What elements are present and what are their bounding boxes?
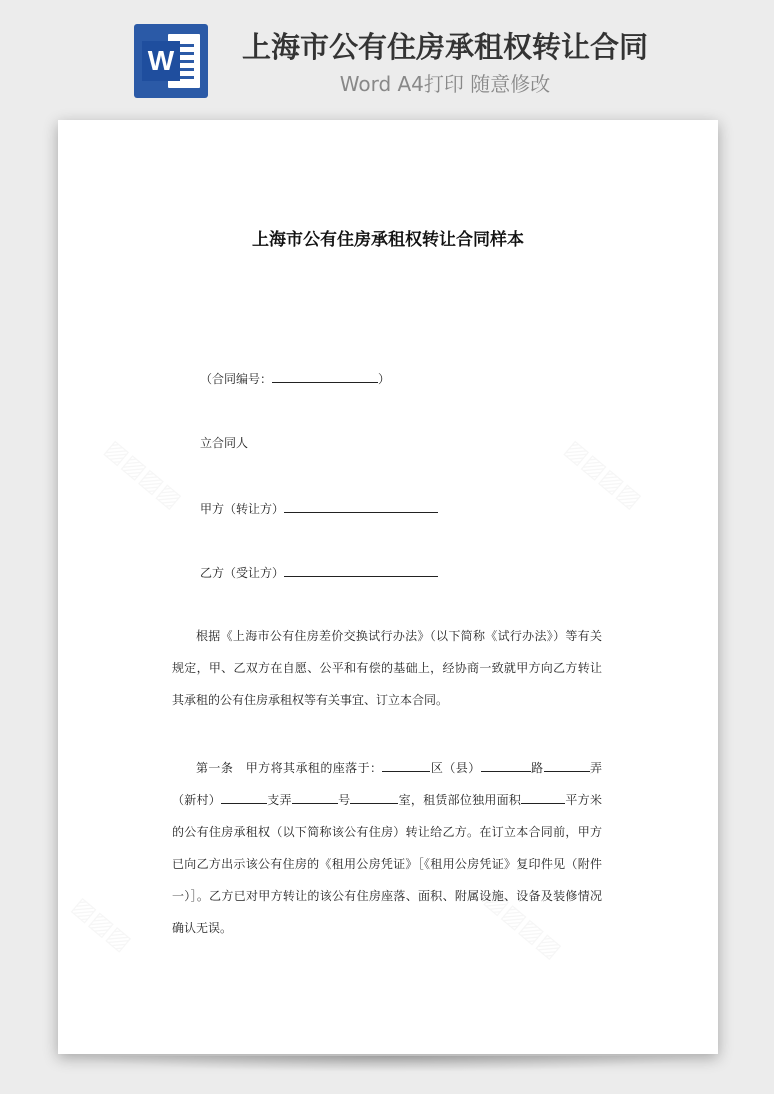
contract-number-label: （合同编号：: [200, 372, 273, 386]
article-1: [172, 752, 602, 944]
header-subtitle: Word A4打印 随意修改: [339, 72, 551, 96]
party-a-label: 甲方（转让方）: [200, 502, 285, 516]
district-label: 区（县）: [430, 761, 481, 775]
parties-label: 立合同人: [200, 436, 249, 450]
branch-lane-label: 支弄: [267, 793, 292, 807]
road-blank[interactable]: [481, 759, 531, 772]
article-1-prefix: 第一条 甲方将其承租的座落于：: [196, 761, 383, 775]
word-doc-icon: [134, 24, 208, 98]
article-1-tail: 平方米的公有住房承租权（以下简称该公有住房）转让给乙方。在订立本合同前，甲方已向乙方出示该公有住房的《租用公房凭证》［《租用公房凭证》复印件见（附件一）］。乙方已对甲方转让的该公有住房座落、面积、附属设施、设备及装修情况确认无误。: [172, 793, 602, 935]
paragraph-intro-text: 根据《上海市公有住房差价交换试行办法》（以下简称《试行办法》）等有关规定，甲、乙双方在自愿、公平和有偿的基础上，经协商一致就甲方向乙方转让其承租的公有住房承租权等有关事宜、订立本合同。: [172, 629, 602, 707]
contract-number-blank[interactable]: [272, 370, 378, 383]
road-label: 路: [530, 761, 544, 775]
document-title: 上海市公有住房承租权转让合同样本: [252, 230, 524, 250]
paragraph-intro: [172, 620, 602, 716]
watermark: [560, 434, 647, 514]
number-label: 号: [337, 793, 351, 807]
page-shadow: [66, 1056, 710, 1072]
number-blank[interactable]: [350, 791, 398, 804]
village-label: （新村）: [172, 793, 222, 807]
header-title: 上海市公有住房承租权转让合同: [241, 30, 648, 64]
article-1-text: [172, 752, 602, 944]
party-a-blank[interactable]: [284, 500, 438, 513]
party-b-blank[interactable]: [284, 564, 438, 577]
area-blank[interactable]: [521, 791, 565, 804]
party-b-line: [200, 564, 438, 582]
village-blank[interactable]: [221, 791, 267, 804]
contract-number-end: ）: [378, 372, 391, 386]
watermark: [100, 434, 187, 514]
party-a-line: [200, 500, 438, 518]
branch-lane-blank[interactable]: [292, 791, 338, 804]
watermark: [67, 891, 137, 956]
lane-label: 弄: [589, 761, 602, 775]
room-label: 室，租赁部位独用面积: [398, 793, 522, 807]
word-icon-letter: W: [142, 41, 180, 81]
contract-number-line: [200, 370, 390, 388]
document-page: [58, 120, 718, 1054]
district-blank[interactable]: [382, 759, 430, 772]
party-b-label: 乙方（受让方）: [200, 566, 285, 580]
lane-blank[interactable]: [544, 759, 590, 772]
